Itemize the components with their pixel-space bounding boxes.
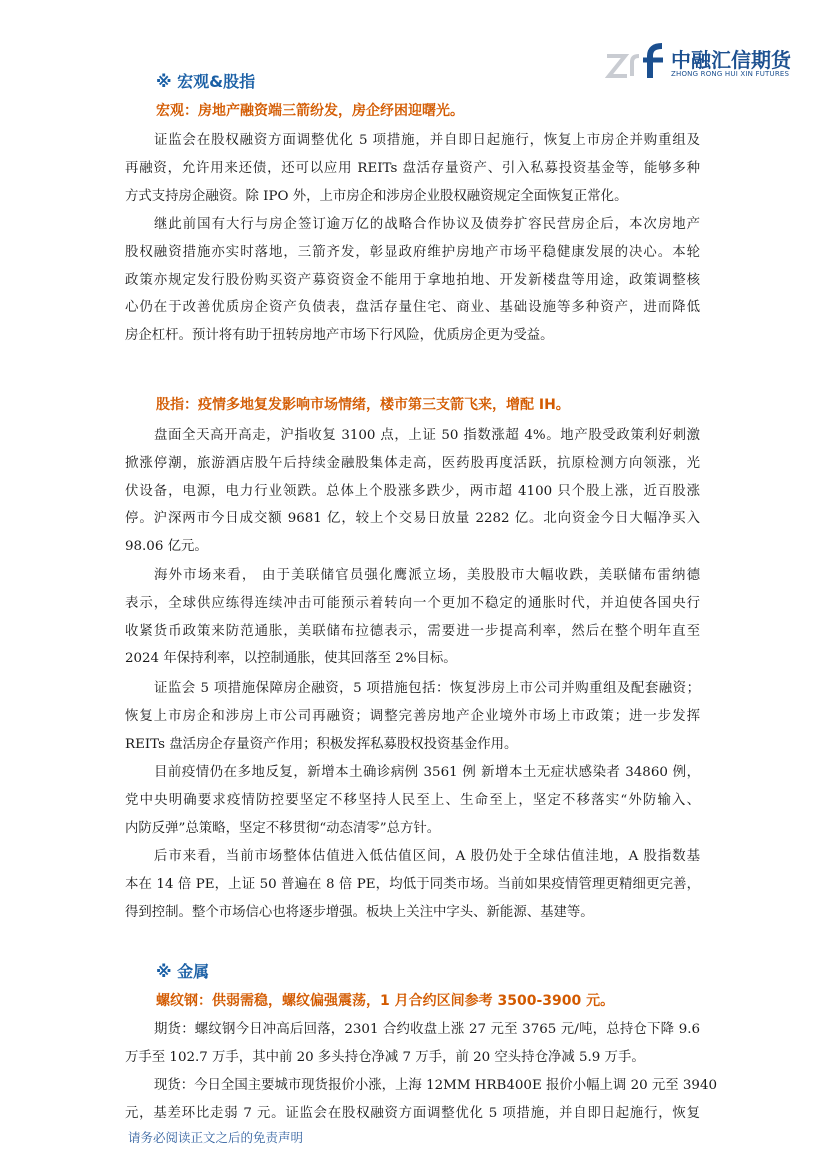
paragraph: 后市来看，当前市场整体估值进入低估值区间，A 股仍处于全球估值洼地，A 股指数基 本在 14 倍 PE，上证 50 普遍在 8 倍 PE，均低于同类市场。当前如果疫情管理更精细更完善， 得到控制。整个市场信心也将逐步增强。板块上关注中字头、新能源、基建等。 <box>125 849 700 920</box>
subheading-macro: 宏观：房地产融资端三箭纷发，房企纾困迎曙光。 <box>156 103 464 119</box>
paragraph: 现货：今日全国主要城市现货报价小涨，上海 12MM HRB400E 报价小幅上调 20 元至 3940 元，基差环比走弱 7 元。证监会在股权融资方面调整优化 5 项措施，并自即日起施行，恢复 <box>125 1078 717 1121</box>
paragraph: 目前疫情仍在多地反复，新增本土确诊病例 3561 例 新增本土无症状感染者 34860 例， 党中央明确要求疫情防控要坚定不移坚持人民至上、生命至上，坚定不移落实“外防输入、 内防反弹”总策略，坚定不移贯彻“动态清零”总方针。 <box>125 765 700 836</box>
paragraph: 证监会 5 项措施保障房企融资，5 项措施包括：恢复涉房上市公司并购重组及配套融资； 恢复上市房企和涉房上市公司再融资；调整完善房地产企业境外市场上市政策；进一步发挥 REITs 盘活房企存量资产作用；积极发挥私募股权投资基金作用。 <box>125 681 700 752</box>
logo-english-name: ZHONG RONG HUI XIN FUTURES <box>671 70 790 78</box>
disclaimer-footer: 请务必阅读正文之后的免责声明 <box>128 1130 304 1145</box>
company-logo <box>605 42 805 82</box>
paragraph: 盘面全天高开高走，沪指收复 3100 点，上证 50 指数涨超 4%。地产股受政策利好刺激 掀涨停潮，旅游酒店股午后持续金融股集体走高，医药股再度活跃，抗原检测方向领涨，光 伏设备，电源，电力行业领跌。总体上个股涨多跌少，两市超 4100 只个股上涨，近百股涨 停。沪深两市今日成交额 9681 亿，较上个交易日放量 2282 亿。北向资金今日大幅净买入 98.06 亿元。 <box>125 428 700 555</box>
subheading-rebar: 螺纹钢：供弱需稳，螺纹偏强震荡，1 月合约区间参考 3500-3900 元。 <box>156 993 615 1009</box>
subheading-stock-index: 股指：疫情多地复发影响市场情绪，楼市第三支箭飞来，增配 IH。 <box>156 397 570 413</box>
paragraph: 证监会在股权融资方面调整优化 5 项措施，并自即日起施行，恢复上市房企并购重组及 再融资，允许用来还债，还可以应用 REITs 盘活存量资产、引入私募投资基金等，能够多种 方式支持房企融资。除 IPO 外，上市房企和涉房企业股权融资规定全面恢复正常化。 <box>125 133 700 204</box>
paragraph: 继此前国有大行与房企签订逾万亿的战略合作协议及债券扩容民营房企后，本次房地产 股权融资措施亦实时落地，三箭齐发，彰显政府维护房地产市场平稳健康发展的决心。本轮 政策亦规定发行股份购买资产募资资金不能用于拿地拍地、开发新楼盘等用途，政策调整核 心仍在于改善优质房企资产负债表，盘活存量住宅、商业、基础设施等多种资产，进而降低 房企杠杆。预计将有助于扭转房地产市场下行风险，优质房企更为受益。 <box>125 217 700 344</box>
logo-chinese-name: 中融汇信期货 <box>671 48 791 72</box>
paragraph: 期货：螺纹钢今日冲高后回落，2301 合约收盘上涨 27 元至 3765 元/吨，总持仓下降 9.6 万手至 102.7 万手，其中前 20 多头持仓净减 7 万手，前 20 空头持仓净减 5.9 万手。 <box>125 1022 700 1065</box>
section-title-macro-index: ※ 宏观&股指 <box>156 72 256 91</box>
zrf-logo-icon <box>605 42 667 82</box>
paragraph: 海外市场来看， 由于美联储官员强化鹰派立场，美股股市大幅收跌，美联储布雷纳德 表示，全球供应练得连续冲击可能预示着转向一个更加不稳定的通胀时代，并迫使各国央行 收紧货币政策来防范通胀，美联储布拉德表示，需要进一步提高利率，然后在整个明年直至 2024 年保持利率，以控制通胀，使其回落至 2%目标。 <box>125 568 700 667</box>
section-title-metals: ※ 金属 <box>156 962 210 981</box>
